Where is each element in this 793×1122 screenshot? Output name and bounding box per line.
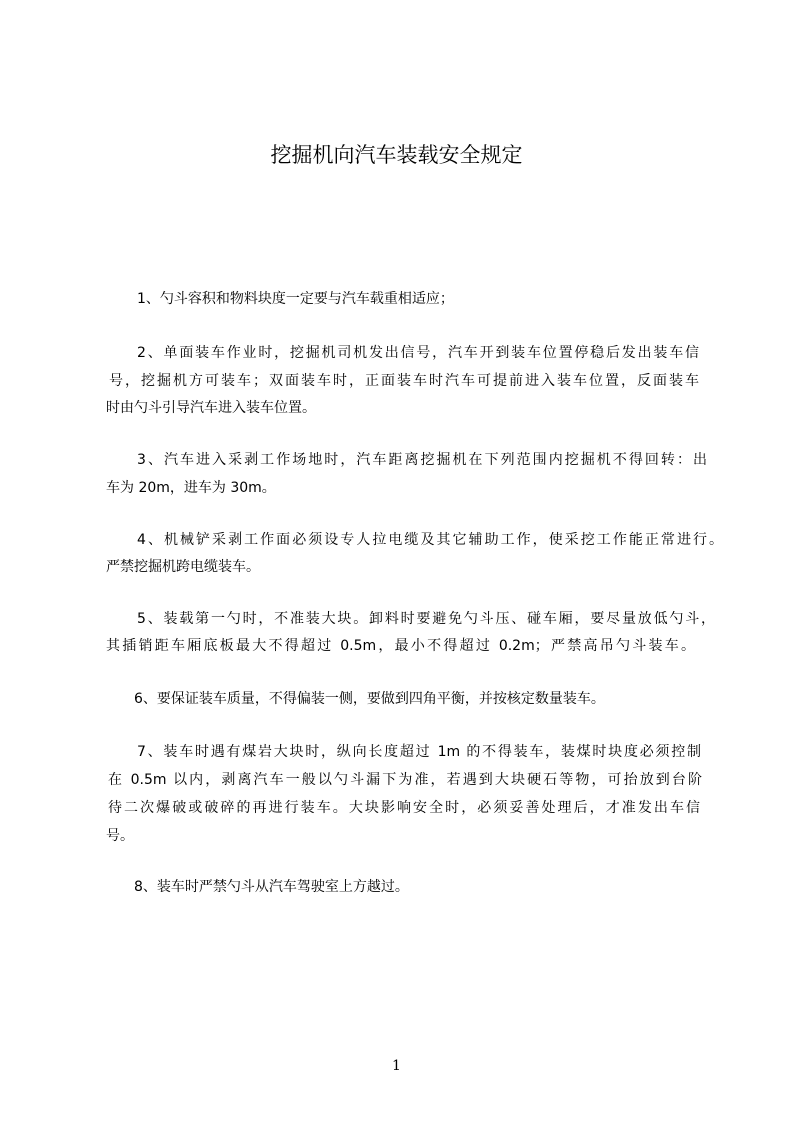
- rule-5-line-1: 5、装载第一勺时，不准装大块。卸料时要避免勺斗压、碰车厢，要尽量放低勺斗，: [137, 611, 715, 627]
- rule-7-line-4: 号。: [106, 828, 134, 844]
- rule-6-line-1: 6、要保证装车质量，不得偏装一侧，要做到四角平衡，并按核定数量装车。: [134, 691, 605, 707]
- document-title: 挖掘机向汽车装载安全规定: [270, 143, 523, 167]
- rule-1-line-1: 1、勺斗容积和物料块度一定要与汽车载重相适应；: [137, 291, 454, 307]
- rule-7-line-1: 7、装车时遇有煤岩大块时，纵向长度超过 1m 的不得装车，装煤时块度必须控制: [137, 744, 701, 760]
- rule-2-line-2: 号，挖掘机方可装车；双面装车时，正面装车时汽车可提前进入装车位置，反面装车: [109, 373, 699, 389]
- rule-7-line-3: 待二次爆破或破碎的再进行装车。大块影响安全时，必须妥善处理后，才准发出车信: [108, 800, 700, 816]
- rule-2-line-3: 时由勺斗引导汽车进入装车位置。: [106, 400, 316, 416]
- rule-3-line-2: 车为 20m，进车为 30m。: [106, 480, 276, 496]
- rule-3-line-1: 3、汽车进入采剥工作场地时，汽车距离挖掘机在下列范围内挖掘机不得回转：出: [137, 452, 707, 468]
- rule-5-line-2: 其插销距车厢底板最大不得超过 0.5m，最小不得超过 0.2m；严禁高吊勺斗装车。: [106, 638, 695, 654]
- rule-4-line-2: 严禁挖掘机跨电缆装车。: [106, 559, 260, 575]
- rule-7-line-2: 在 0.5m 以内，剥离汽车一般以勺斗漏下为准，若遇到大块硬石等物，可抬放到台阶: [108, 772, 702, 788]
- rule-2-line-1: 2、单面装车作业时，挖掘机司机发出信号，汽车开到装车位置停稳后发出装车信: [137, 345, 699, 361]
- rule-8-line-1: 8、装车时严禁勺斗从汽车驾驶室上方越过。: [134, 879, 409, 895]
- page-number: 1: [392, 1058, 401, 1074]
- rule-4-line-1: 4、机械铲采剥工作面必须设专人拉电缆及其它辅助工作，使采挖工作能正常进行。: [137, 532, 723, 548]
